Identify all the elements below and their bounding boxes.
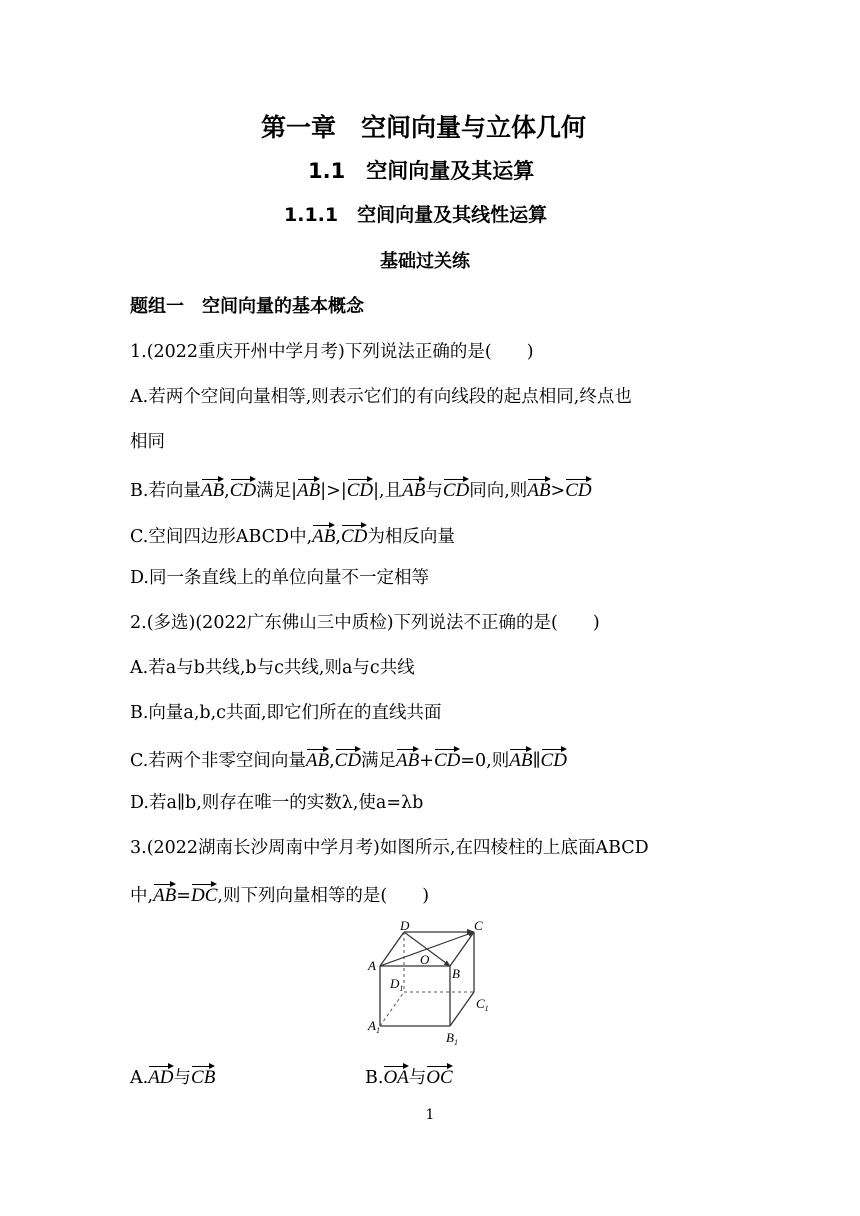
- text-run: 满足: [361, 751, 397, 771]
- label-d1-letter: D: [390, 976, 400, 991]
- q1-stem: 1.(2022重庆开州中学月考)下列说法正确的是( ): [130, 342, 534, 362]
- text-run: 中,: [130, 886, 154, 906]
- text-run: 与: [425, 481, 443, 501]
- label-a: A: [368, 958, 376, 973]
- label-o: O: [420, 952, 430, 967]
- text-run: ,则下列向量相等的是( ): [217, 886, 430, 906]
- q1-option-a-line1: A.若两个空间向量相等,则表示它们的有向线段的起点相同,终点也: [130, 387, 632, 407]
- text-run: A.: [130, 1068, 149, 1088]
- text-run: |>|: [320, 481, 347, 501]
- q2-option-c: [130, 749, 567, 771]
- label-b1: [446, 1030, 458, 1046]
- label-c1-sub: 1: [484, 1004, 489, 1013]
- subsection-title: 1.1.1 空间向量及其线性运算: [284, 204, 548, 226]
- q1-option-b: [130, 479, 592, 501]
- vector-ab: AB: [527, 480, 551, 501]
- vector-ab: AB: [297, 480, 321, 501]
- label-d1-sub: 1: [399, 984, 404, 993]
- text-run: 满足|: [256, 481, 298, 501]
- vector-cd: CD: [540, 750, 567, 771]
- q3-option-b: [365, 1066, 453, 1088]
- prism-figure: [362, 918, 502, 1046]
- text-run: 与: [173, 1068, 192, 1088]
- vector-cd: CD: [346, 480, 374, 501]
- page-number: 1: [425, 1107, 435, 1123]
- group-title: 题组一 空间向量的基本概念: [130, 296, 364, 317]
- text-run: B.: [365, 1068, 384, 1088]
- q3-stem-line2: [130, 884, 429, 906]
- text-run: =0,则: [460, 751, 510, 771]
- label-a1: [367, 1018, 380, 1035]
- vector-oc: OC: [426, 1067, 453, 1088]
- vector-ab: AB: [200, 480, 225, 501]
- q3-option-a: [130, 1066, 215, 1088]
- text-run: ,: [335, 527, 341, 547]
- label-b: B: [452, 966, 460, 981]
- text-run: 同向,则: [469, 481, 528, 501]
- text-run: =: [176, 886, 191, 906]
- label-a1-letter: A: [368, 1018, 376, 1033]
- q1-option-d: D.同一条直线上的单位向量不一定相等: [130, 568, 429, 588]
- vector-cd: CD: [340, 526, 368, 547]
- text-run: C.空间四边形ABCD中,: [130, 527, 313, 547]
- q2-stem: 2.(多选)(2022广东佛山三中质检)下列说法不正确的是( ): [130, 613, 600, 633]
- vector-ab: AB: [312, 526, 336, 547]
- vector-ab: AB: [402, 480, 426, 501]
- q1-option-a-line2: 相同: [130, 432, 165, 452]
- vector-cd: CD: [433, 750, 461, 771]
- text-run: B.若向量: [130, 481, 201, 501]
- vector-ab: AB: [396, 750, 420, 771]
- section-title: 1.1 空间向量及其运算: [308, 159, 535, 183]
- text-run: ∥: [532, 751, 541, 771]
- text-run: >: [550, 481, 566, 501]
- vector-cb: CB: [191, 1067, 216, 1088]
- vector-ab: AB: [509, 750, 533, 771]
- text-run: ,: [329, 751, 335, 771]
- vector-cd: CD: [229, 480, 257, 501]
- vector-ad: AD: [148, 1067, 174, 1088]
- text-run: +: [419, 751, 434, 771]
- label-c1-letter: C: [476, 996, 485, 1011]
- edge-b1c1: [450, 992, 474, 1026]
- q2-option-d: D.若a∥b,则存在唯一的实数λ,使a=λb: [130, 793, 424, 813]
- label-c1: [476, 996, 489, 1013]
- label-d1: [389, 976, 403, 993]
- vector-oa: OA: [383, 1067, 409, 1088]
- text-run: 为相反向量: [367, 527, 455, 547]
- q2-option-b: B.向量a,b,c共面,即它们所在的直线共面: [130, 703, 442, 723]
- label-a1-sub: 1: [375, 1026, 380, 1035]
- text-run: |,且: [373, 481, 403, 501]
- chapter-title: 第一章 空间向量与立体几何: [261, 113, 587, 142]
- edge-ad: [380, 932, 404, 966]
- q1-option-c: [130, 525, 455, 547]
- label-d: D: [400, 918, 410, 933]
- q3-stem-line1: 3.(2022湖南长沙周南中学月考)如图所示,在四棱柱的上底面ABCD: [130, 838, 649, 858]
- edge-bc: [450, 932, 474, 966]
- q2-option-a: A.若a与b共线,b与c共线,则a与c共线: [130, 658, 415, 678]
- vector-cd: CD: [334, 750, 362, 771]
- vector-cd: CD: [565, 480, 592, 501]
- label-b1-sub: 1: [453, 1038, 458, 1046]
- text-run: ,: [224, 481, 230, 501]
- text-run: 与: [408, 1068, 427, 1088]
- vector-dc: DC: [190, 885, 218, 906]
- edge-a1d1: [380, 992, 404, 1026]
- level-title: 基础过关练: [380, 251, 470, 272]
- label-b1-letter: B: [446, 1030, 454, 1045]
- text-run: C.若两个非零空间向量: [130, 751, 306, 771]
- label-c: C: [474, 918, 483, 933]
- vector-ab: AB: [153, 885, 177, 906]
- vector-ab: AB: [305, 750, 330, 771]
- vector-cd: CD: [442, 480, 470, 501]
